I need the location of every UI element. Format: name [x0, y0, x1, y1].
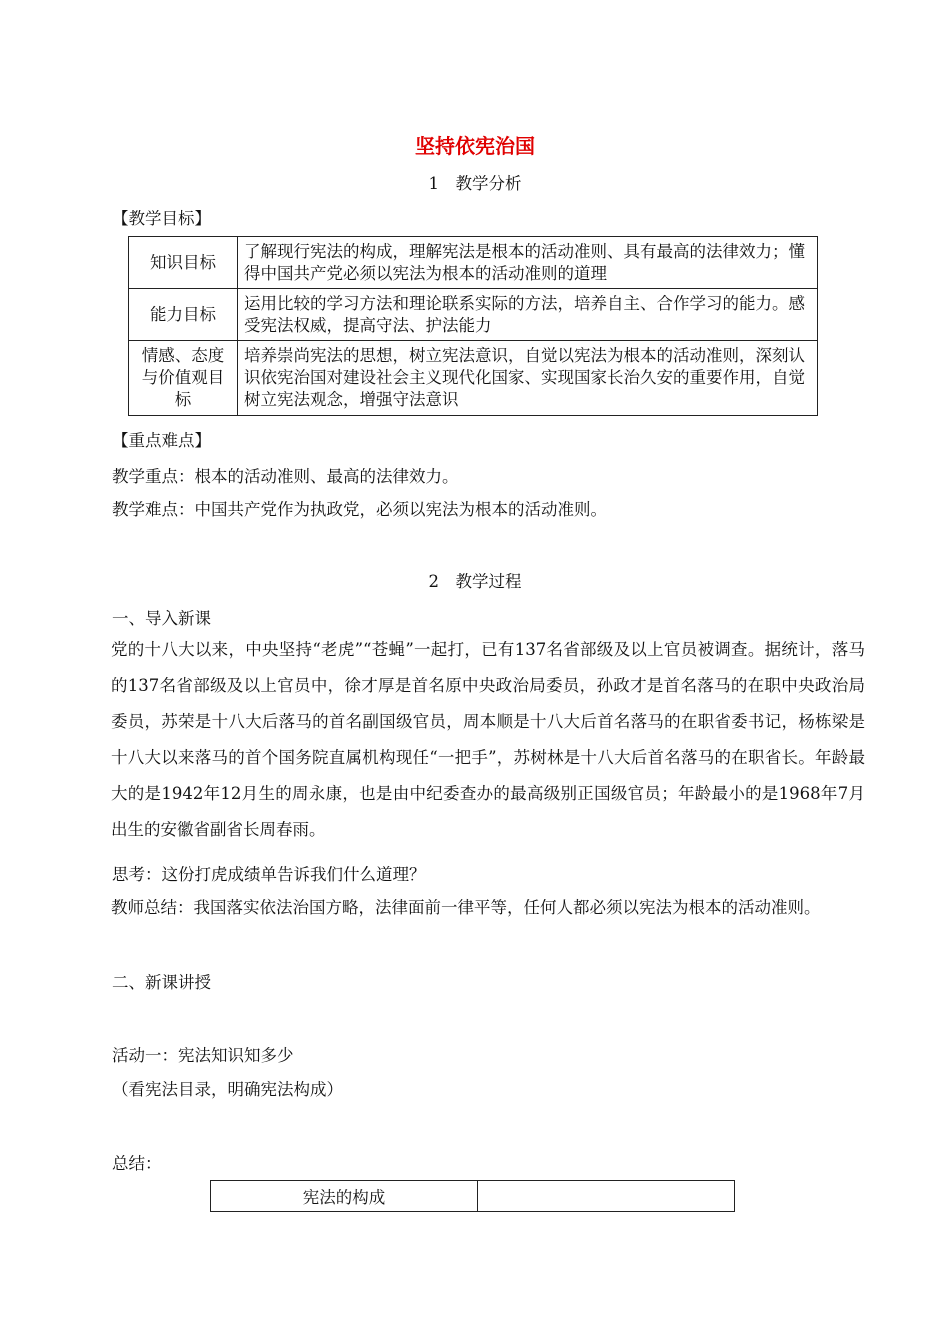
teacher-summary-text: 教师总结：我国落实依法治国方略，法律面前一律平等，任何人都必须以宪法为根本的活动准则。 [111, 898, 821, 917]
goal-label: 知识目标 [129, 237, 238, 289]
table-row [129, 289, 818, 341]
document-title: 坚持依宪治国 [415, 134, 535, 158]
activity1-note: （看宪法目录，明确宪法构成） [112, 1080, 343, 1099]
intro-paragraph [111, 632, 865, 848]
goal-text: 培养崇尚宪法的思想，树立宪法意识，自觉以宪法为根本的活动准则，深刻认识依宪治国对建设社会主义现代化国家、实现国家长治久安的重要作用，自觉树立宪法观念，增强守法意识 [238, 341, 818, 416]
goals-table [128, 236, 818, 416]
key-point: 教学重点：根本的活动准则、最高的法律效力。 [112, 467, 459, 486]
part2-heading: 二、新课讲授 [112, 973, 211, 992]
intro-text: 党的十八大以来，中央坚持“老虎”“苍蝇”一起打，已有137名省部级及以上官员被调查。据统计，落马的137名省部级及以上官员中，徐才厚是首名原中央政治局委员，孙政才是首名落马的在职中央政治局委员，苏荣是十八大后落马的首名副国级官员，周本顺是十八大后首名落马的在职省委书记，杨栋梁是十八大以来落马的首个国务院直属机构现任“一把手”，苏树林是十八大后首名落马的在职省长。年龄最大的是1942年12月生的周永康，也是由中纪委查办的最高级别正国级官员；年龄最小的是1968年7月出生的安徽省副省长周春雨。 [111, 640, 865, 839]
part1-heading: 一、导入新课 [112, 609, 211, 628]
goal-label: 情感、态度与价值观目标 [129, 341, 238, 416]
think-question: 思考：这份打虎成绩单告诉我们什么道理？ [112, 865, 426, 884]
key-difficult-heading: 【重点难点】 [112, 431, 211, 450]
teacher-summary [111, 890, 865, 926]
difficult-point: 教学难点：中国共产党作为执政党，必须以宪法为根本的活动准则。 [112, 500, 607, 519]
goal-label: 能力目标 [129, 289, 238, 341]
summary-table [210, 1180, 735, 1212]
summary-cell-value [478, 1181, 735, 1212]
goal-text: 了解现行宪法的构成，理解宪法是根本的活动准则、具有最高的法律效力；懂得中国共产党必须以宪法为根本的活动准则的道理 [238, 237, 818, 289]
table-row [129, 237, 818, 289]
section-heading-analysis: 1 教学分析 [428, 174, 522, 193]
table-row [211, 1181, 735, 1212]
goals-heading: 【教学目标】 [112, 209, 211, 228]
activity1-title: 活动一：宪法知识知多少 [112, 1046, 294, 1065]
summary-cell-label: 宪法的构成 [211, 1181, 478, 1212]
section-heading-process: 2 教学过程 [428, 572, 522, 591]
table-row [129, 341, 818, 416]
summary-label: 总结： [112, 1154, 162, 1173]
goal-text: 运用比较的学习方法和理论联系实际的方法，培养自主、合作学习的能力。感受宪法权威，提高守法、护法能力 [238, 289, 818, 341]
